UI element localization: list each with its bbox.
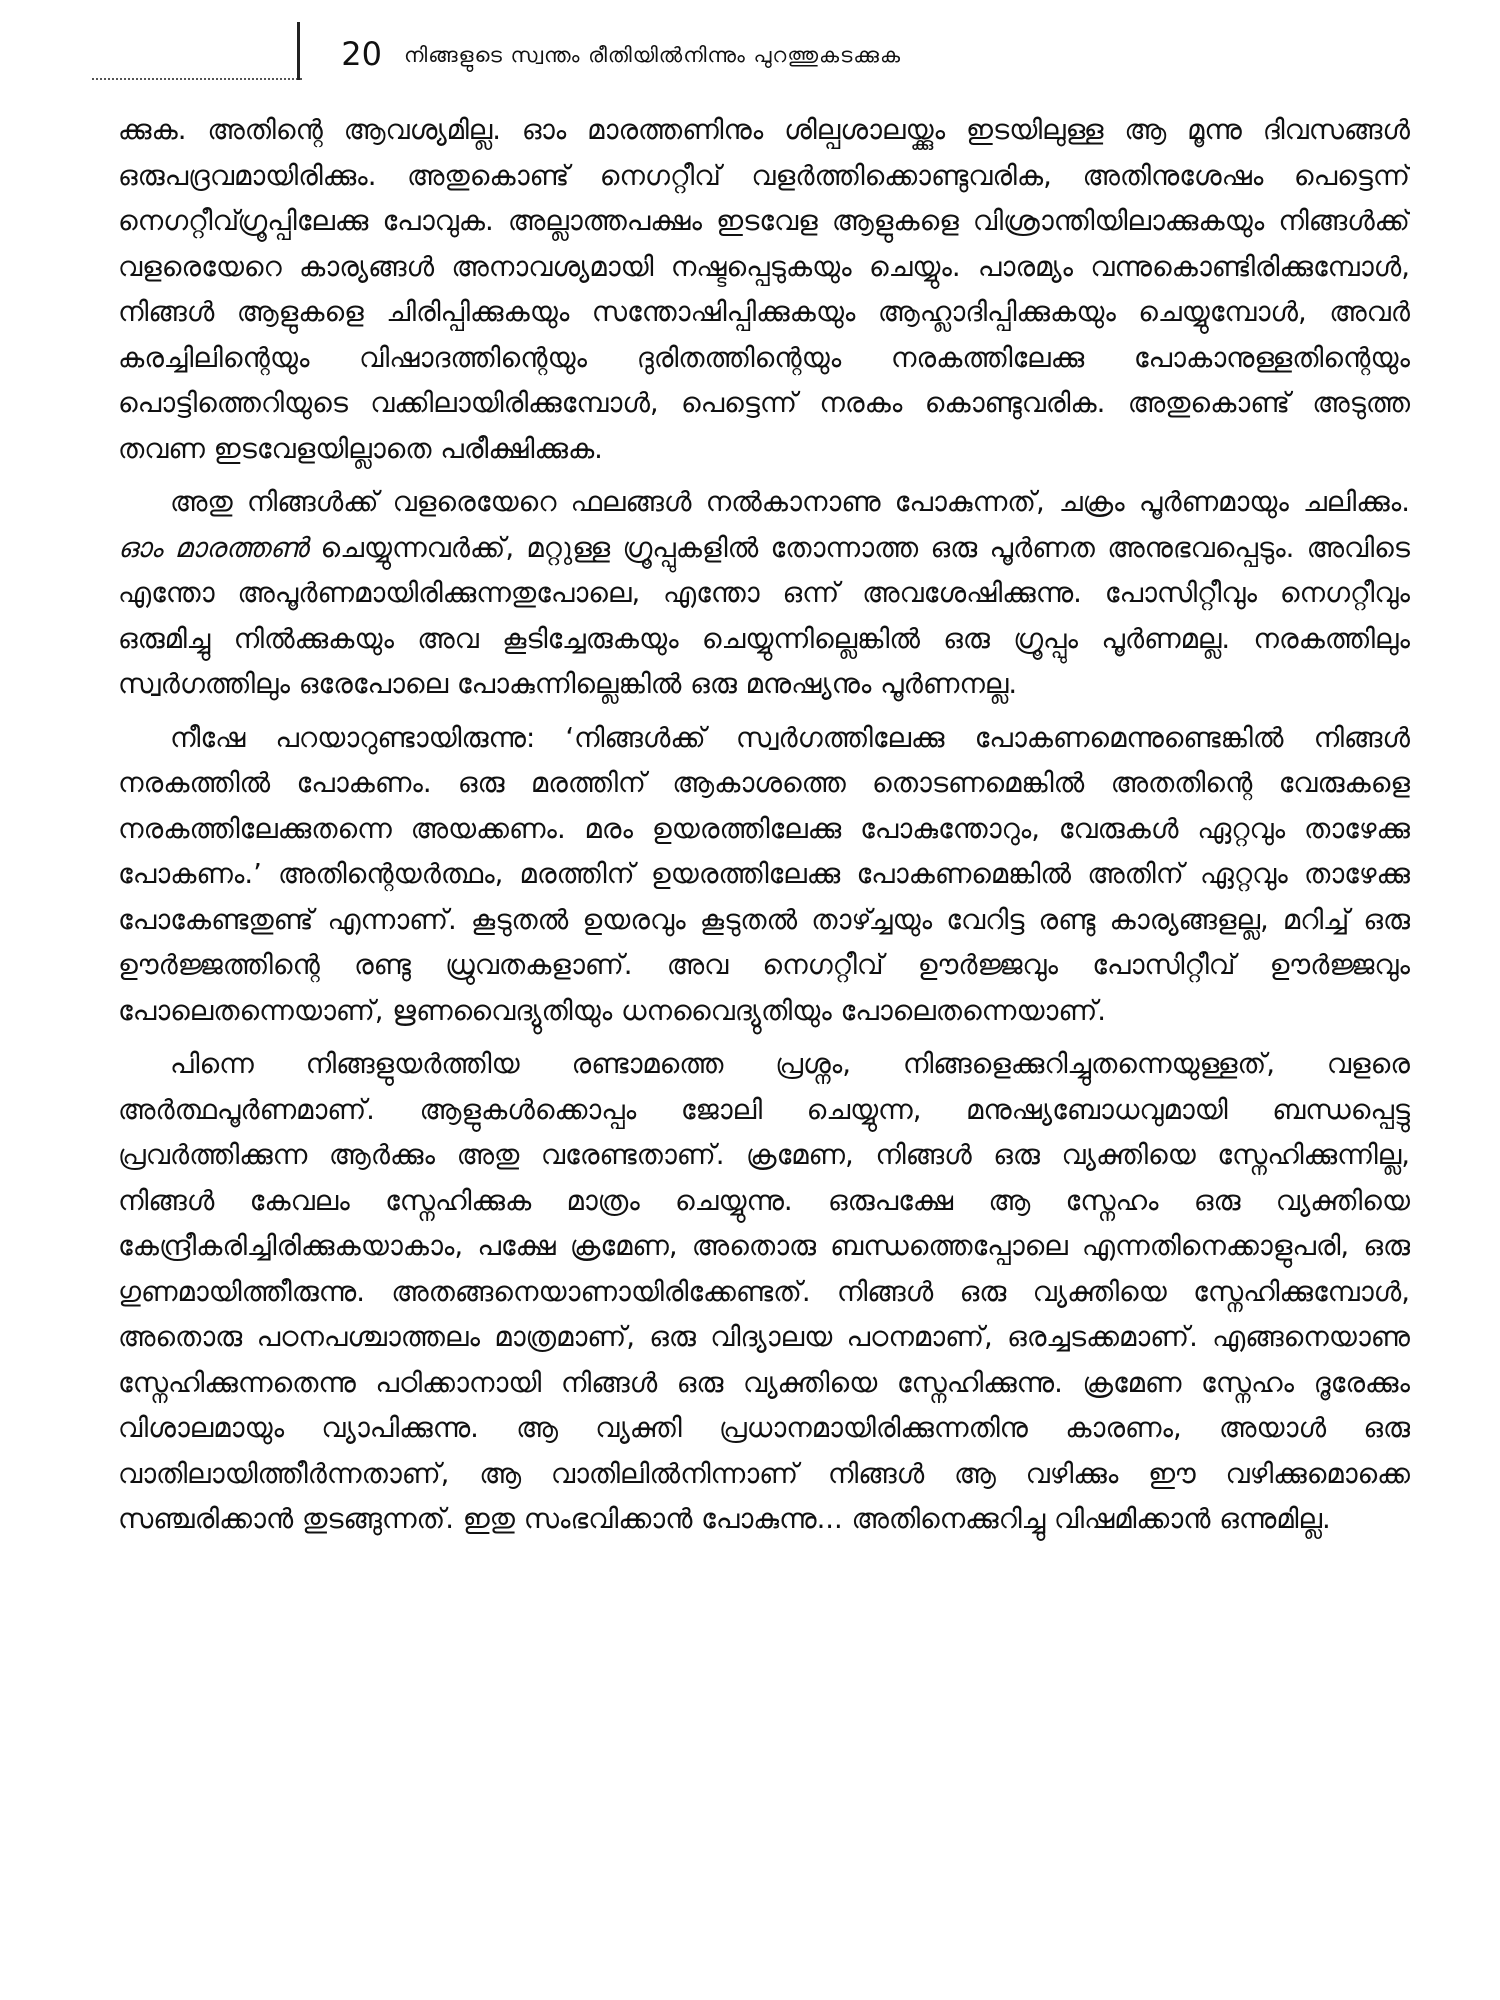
paragraph-2 [118, 480, 1410, 708]
header-divider [297, 22, 300, 80]
running-head: നിങ്ങളുടെ സ്വന്തം രീതിയിൽനിന്നും പുറത്തുകടക്കുക [404, 43, 901, 67]
paragraph-4: പിന്നെ നിങ്ങളുയർത്തിയ രണ്ടാമത്തെ പ്രശ്നം, നിങ്ങളെക്കുറിച്ചുതന്നെയുള്ളത്, വളരെ അർത്ഥപൂർണമാണ്. ആളുകൾക്കൊപ്പം ജോലി ചെയ്യുന്ന, മനുഷ്യബോധവുമായി ബന്ധപ്പെട്ടു പ്രവർത്തിക്കുന്ന ആർക്കും അതു വരേണ്ടതാണ്. ക്രമേണ, നിങ്ങൾ ഒരു വ്യക്തിയെ സ്നേഹിക്കുന്നില്ല, നിങ്ങൾ കേവലം സ്നേഹിക്കുക മാത്രം ചെയ്യുന്നു. ഒരുപക്ഷേ ആ സ്നേഹം ഒരു വ്യക്തിയെ കേന്ദ്രീകരിച്ചിരിക്കുകയാകാം, പക്ഷേ ക്രമേണ, അതൊരു ബന്ധത്തെപ്പോലെ എന്നതിനെക്കാളുപരി, ഒരു ഗുണമായിത്തീരുന്നു. അതങ്ങനെയാണായിരിക്കേണ്ടത്. നിങ്ങൾ ഒരു വ്യക്തിയെ സ്നേഹിക്കുമ്പോൾ, അതൊരു പഠനപശ്ചാത്തലം മാത്രമാണ്, ഒരു വിദ്യാലയ പഠനമാണ്, ഒരച്ചടക്കമാണ്. എങ്ങനെയാണു സ്നേഹിക്കുന്നതെന്നു പഠിക്കാനായി നിങ്ങൾ ഒരു വ്യക്തിയെ സ്നേഹിക്കുന്നു. ക്രമേണ സ്നേഹം ദൂരേക്കും വിശാലമായും വ്യാപിക്കുന്നു. ആ വ്യക്തി പ്രധാനമായിരിക്കുന്നതിനു കാരണം, അയാൾ ഒരു വാതിലായിത്തീർന്നതാണ്, ആ വാതിലിൽനിന്നാണ് നിങ്ങൾ ആ വഴിക്കും ഈ വഴിക്കുമൊക്കെ സഞ്ചരിക്കാൻ തുടങ്ങുന്നത്. ഇതു സംഭവിക്കാൻ പോകുന്നു... അതിനെക്കുറിച്ചു വിഷമിക്കാൻ ഒന്നുമില്ല. [118, 1048, 1410, 1535]
paragraph-2-rest: ചെയ്യുന്നവർക്ക്, മറ്റുള്ള ഗ്രൂപ്പുകളിൽ തോന്നാത്ത ഒരു പൂർണത അനുഭവപ്പെടും. അവിടെ എന്തോ അപൂർണമായിരിക്കുന്നതുപോലെ, എന്തോ ഒന്ന് അവശേഷിക്കുന്നു. പോസിറ്റീവും നെഗറ്റീവും ഒരുമിച്ചു നിൽക്കുകയും അവ കൂടിച്ചേരുകയും ചെയ്യുന്നില്ലെങ്കിൽ ഒരു ഗ്രൂപ്പും പൂർണമല്ല. നരകത്തിലും സ്വർഗത്തിലും ഒരേപോലെ പോകുന്നില്ലെങ്കിൽ ഒരു മനുഷ്യനും പൂർണനല്ല. [118, 531, 1410, 700]
paragraph-3: നീഷേ പറയാറുണ്ടായിരുന്നു: ‘നിങ്ങൾക്ക് സ്വർഗത്തിലേക്കു പോകണമെന്നുണ്ടെങ്കിൽ നിങ്ങൾ നരകത്തിൽ പോകണം. ഒരു മരത്തിന് ആകാശത്തെ തൊടണമെങ്കിൽ അതതിന്റെ വേരുകളെ നരകത്തിലേക്കുതന്നെ അയക്കണം. മരം ഉയരത്തിലേക്കു പോകുന്തോറും, വേരുകൾ ഏറ്റവും താഴേക്കു പോകണം.’ അതിന്റെയർത്ഥം, മരത്തിന് ഉയരത്തിലേക്കു പോകണമെങ്കിൽ അതിന് ഏറ്റവും താഴേക്കു പോകേണ്ടതുണ്ട് എന്നാണ്. കൂടുതൽ ഉയരവും കൂടുതൽ താഴ്ച്ചയും വേറിട്ട രണ്ടു കാര്യങ്ങളല്ല, മറിച്ച് ഒരു ഊർജ്ജത്തിന്റെ രണ്ടു ധ്രുവതകളാണ്. അവ നെഗറ്റീവ് ഊർജ്ജവും പോസിറ്റീവ് ഊർജ്ജവും പോലെതന്നെയാണ്, ഋണവൈദ്യുതിയും ധനവൈദ്യുതിയും പോലെതന്നെയാണ്. [118, 721, 1410, 1027]
paragraph-1: ക്കുക. അതിന്റെ ആവശ്യമില്ല. ഓം മാരത്തണിനും ശില്പശാലയ്ക്കും ഇടയിലുള്ള ആ മൂന്നു ദിവസങ്ങൾ ഒരുപദ്രവമായിരിക്കും. അതുകൊണ്ട് നെഗറ്റീവ് വളർത്തിക്കൊണ്ടുവരിക, അതിനുശേഷം പെട്ടെന്ന് നെഗറ്റീവ്ഗ്രൂപ്പിലേക്കു പോവുക. അല്ലാത്തപക്ഷം ഇടവേള ആളുകളെ വിശ്രാന്തിയിലാക്കുകയും നിങ്ങൾക്ക് വളരെയേറെ കാര്യങ്ങൾ അനാവശ്യമായി നഷ്ടപ്പെടുകയും ചെയ്യും. പാരമ്യം വന്നുകൊണ്ടിരിക്കുമ്പോൾ, നിങ്ങൾ ആളുകളെ ചിരിപ്പിക്കുകയും സന്തോഷിപ്പിക്കുകയും ആഹ്ലാദിപ്പിക്കുകയും ചെയ്യുമ്പോൾ, അവർ കരച്ചിലിന്റെയും വിഷാദത്തിന്റെയും ദുരിതത്തിന്റെയും നരകത്തിലേക്കു പോകാനുള്ളതിന്റെയും പൊട്ടിത്തെറിയുടെ വക്കിലായിരിക്കുമ്പോൾ, പെട്ടെന്ന് നരകം കൊണ്ടുവരിക. അതുകൊണ്ട് അടുത്ത തവണ ഇടവേളയില്ലാതെ പരീക്ഷിക്കുക. [118, 114, 1410, 465]
italic-term: ഓം മാരത്തൺ [118, 531, 309, 564]
header-dotted-rule [92, 78, 302, 80]
paragraph-2-start: അതു നിങ്ങൾക്ക് വളരെയേറെ ഫലങ്ങൾ നൽകാനാണു പോകുന്നത്, ചക്രം പൂർണമായും ചലിക്കും. [170, 486, 1410, 518]
body-text [118, 108, 1410, 1978]
page-header [92, 22, 1412, 82]
page-number: 20 [341, 35, 382, 73]
